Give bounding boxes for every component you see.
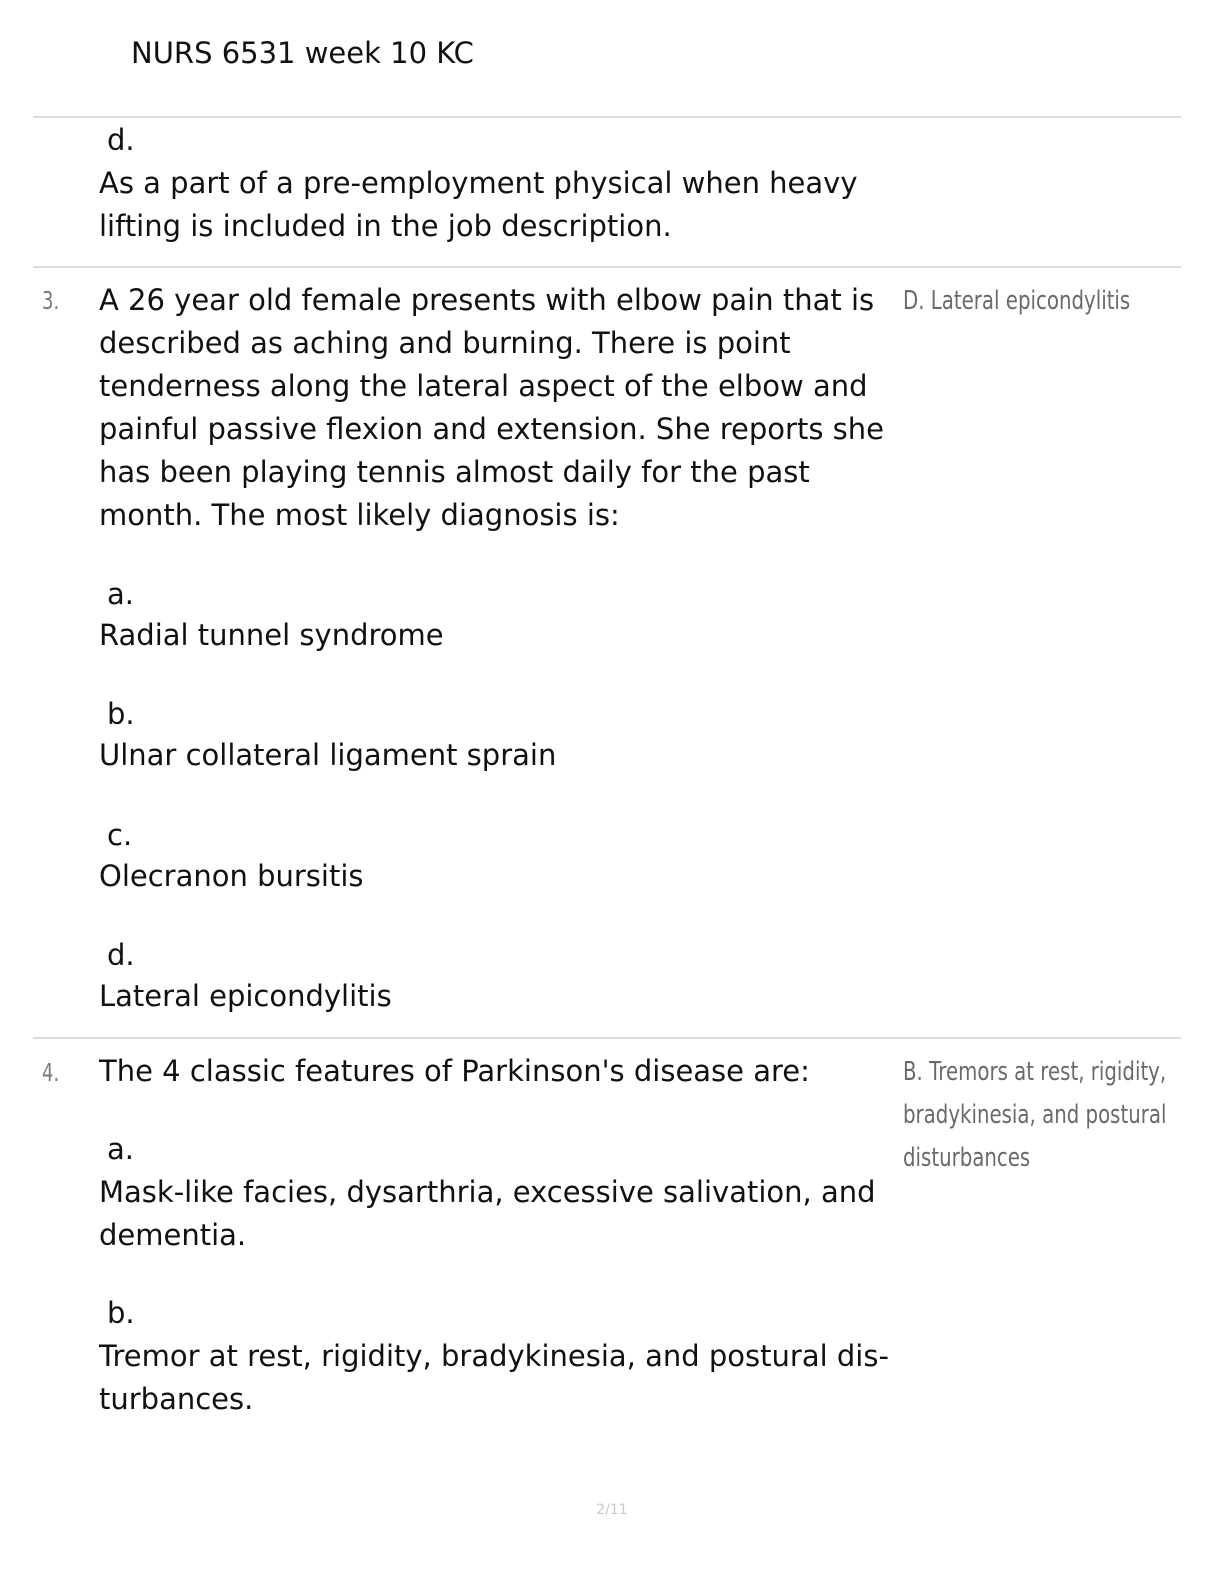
question-divider: [33, 1037, 1181, 1039]
option-text: Olecranon bursitis: [99, 859, 364, 893]
option-text: As a part of a pre-employment physical when heavy lifting is included in the job description.: [99, 166, 858, 243]
option-letter: d.: [107, 938, 135, 972]
option-letter: b.: [107, 1296, 135, 1330]
option-text: Tremor at rest, rigidity, bradykinesia, and postural dis-turbances.: [99, 1339, 889, 1416]
question-number: 3.: [42, 286, 60, 315]
option-text: Radial tunnel syndrome: [99, 618, 444, 652]
question-stem: The 4 classic features of Parkinson's disease are:: [99, 1054, 810, 1088]
option-letter: a.: [107, 1132, 134, 1166]
option-letter: d.: [107, 123, 135, 157]
question-stem: A 26 year old female presents with elbow pain that is described as aching and burning. There is point tenderness along the lateral aspect of the elbow and painful passive flexion and extension. She reports she has been playing tennis almost daily for the past month. The most likely diagnosis is:: [99, 283, 884, 532]
option-letter: c.: [107, 818, 133, 852]
option-text: Mask-like facies, dysarthria, excessive salivation, and dementia.: [99, 1175, 876, 1252]
page-title: NURS 6531 week 10 KC: [131, 36, 474, 70]
option-letter: a.: [107, 577, 134, 611]
header-divider: [33, 116, 1181, 118]
answer-text: D. Lateral epicondylitis: [903, 286, 1131, 316]
page-number: 2/11: [596, 1502, 628, 1518]
question-divider: [33, 266, 1181, 268]
answer-text: B. Tremors at rest, rigidity, bradykinesia, and postural disturbances: [903, 1057, 1167, 1173]
question-number: 4.: [42, 1058, 60, 1087]
option-letter: b.: [107, 697, 135, 731]
option-text: Ulnar collateral ligament sprain: [99, 738, 557, 772]
option-text: Lateral epicondylitis: [99, 979, 392, 1013]
